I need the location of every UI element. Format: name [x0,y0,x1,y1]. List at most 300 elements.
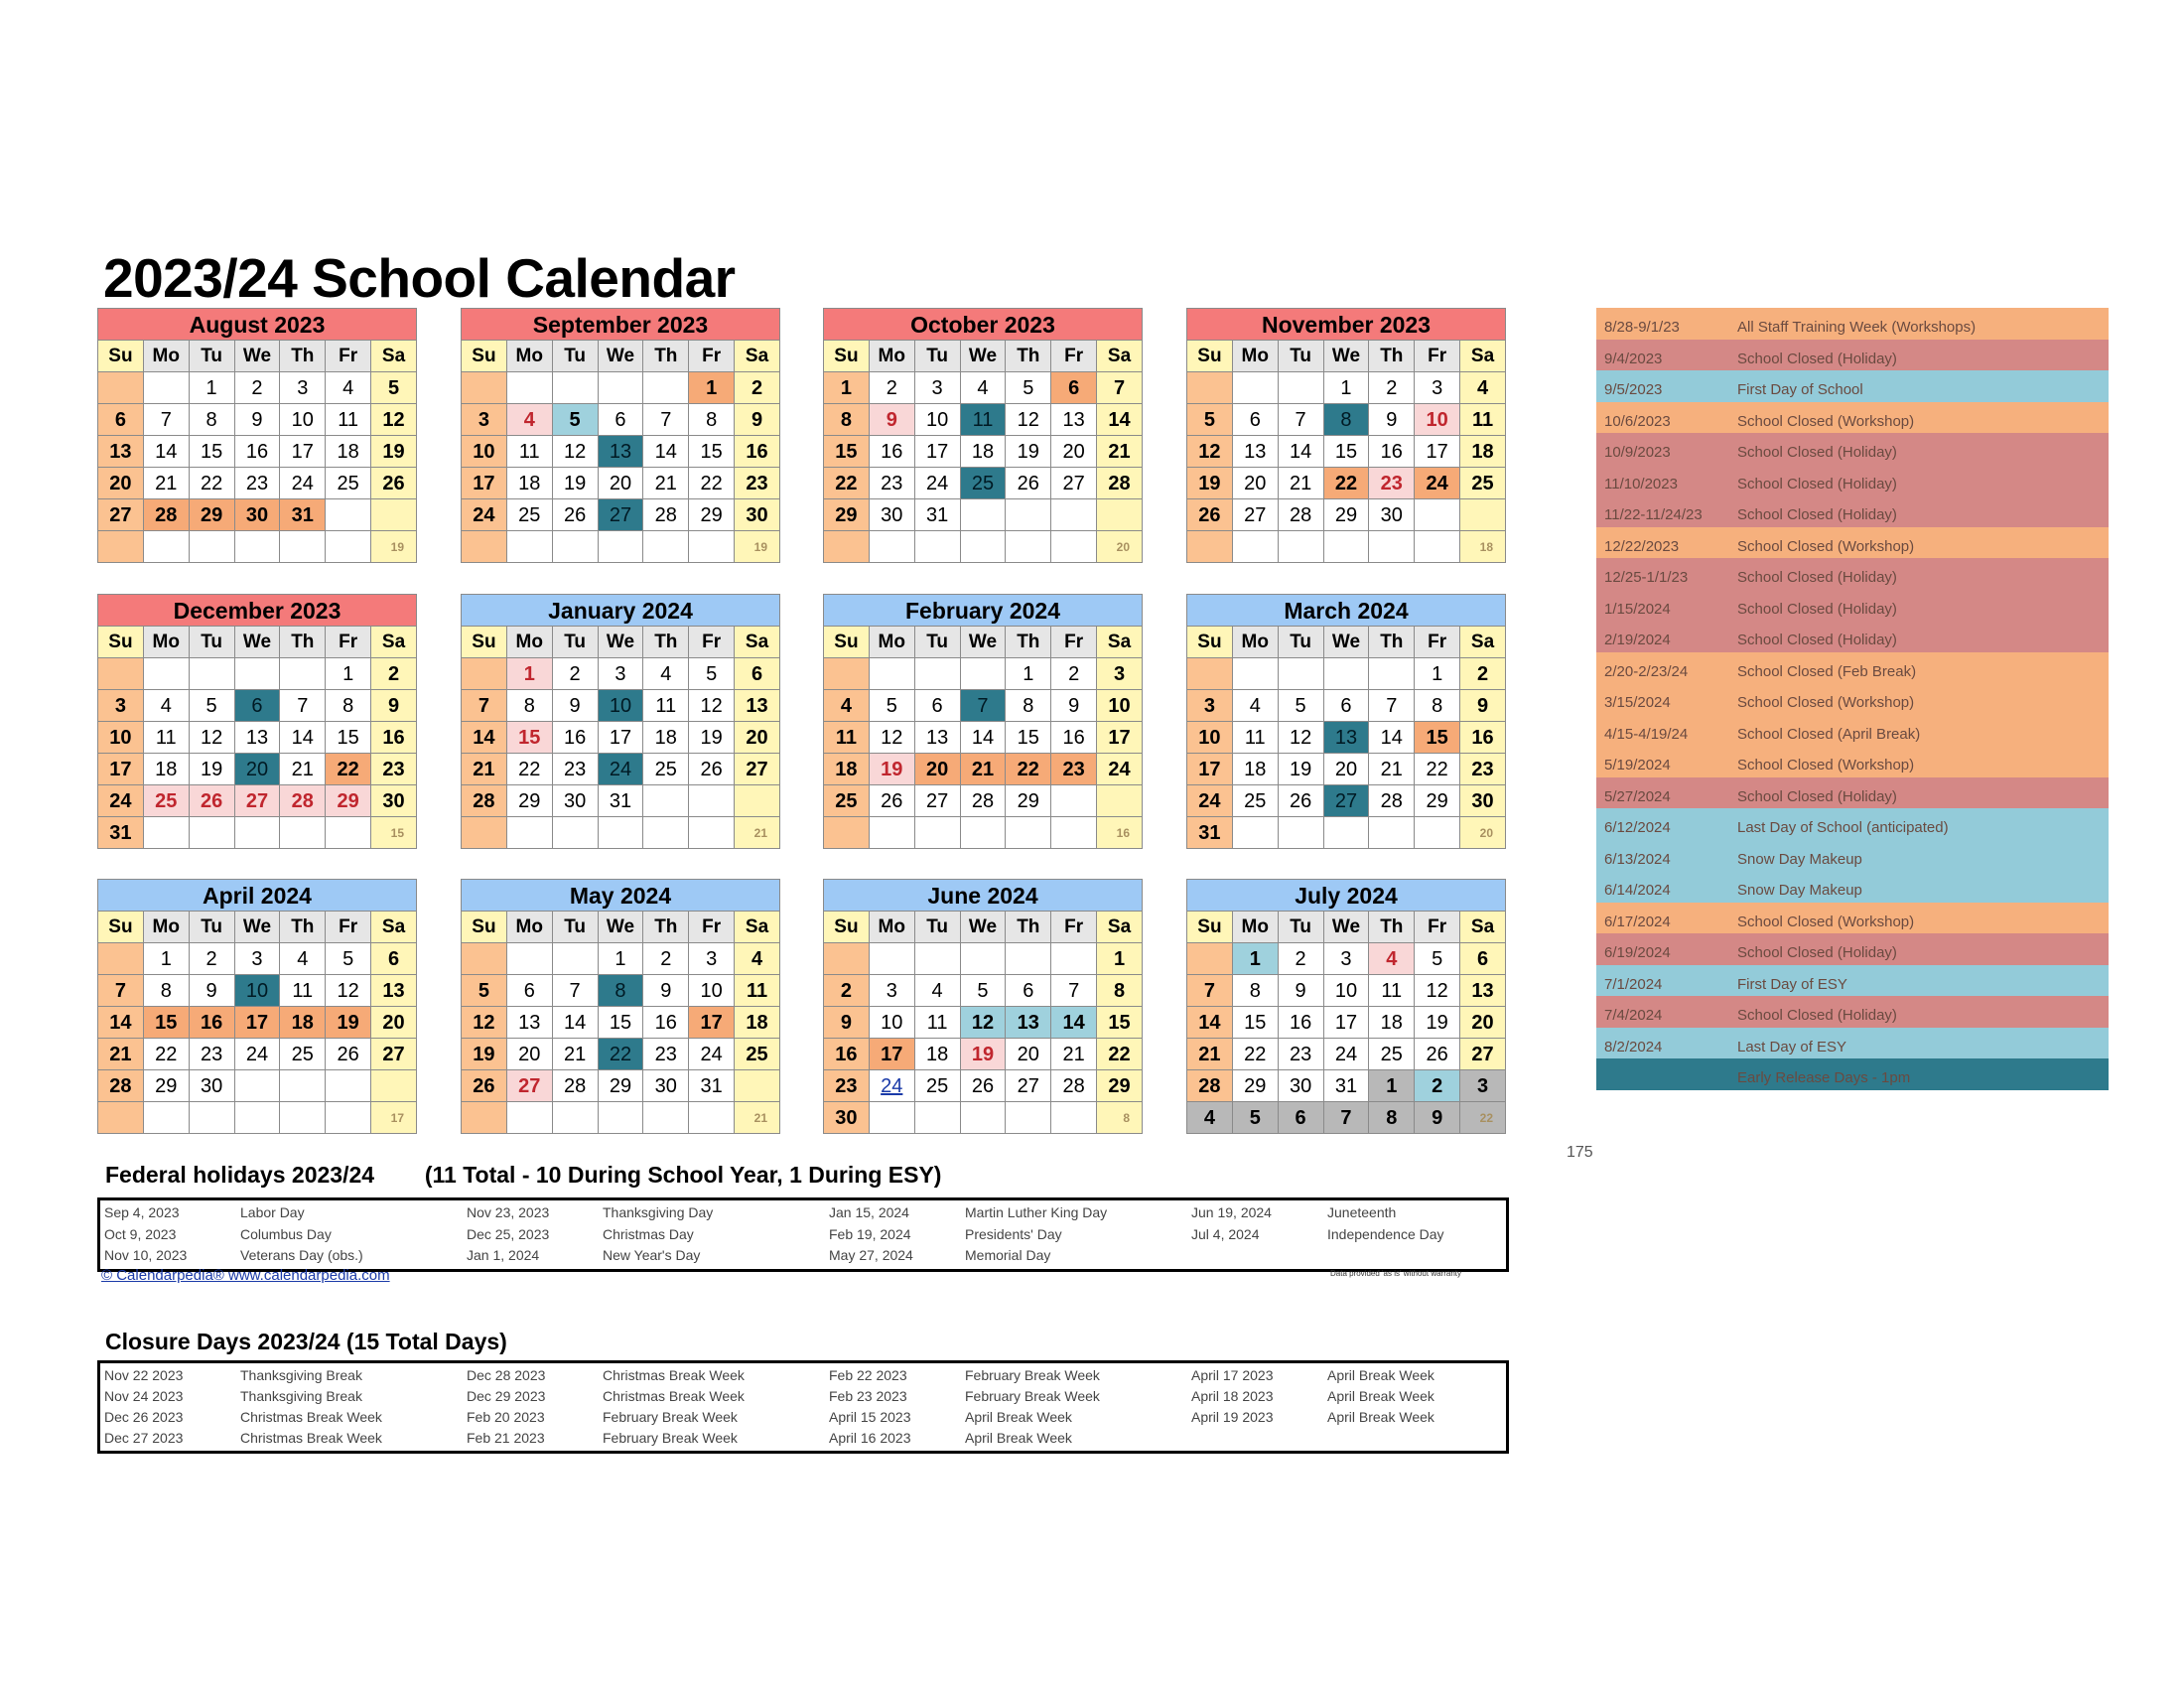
day-cell: 8 [1097,975,1143,1007]
row-label: February Break Week [965,1367,1100,1383]
day-cell: 27 [914,785,960,817]
day-cell: 29 [689,499,735,531]
month-0 [97,308,417,563]
day-cell: 13 [1006,1007,1051,1039]
federal-subtitle: (11 Total - 10 During School Year, 1 During ESY) [424,1162,942,1188]
day-cell: 28 [1187,1070,1233,1102]
empty-cell [1051,943,1097,975]
empty-cell [1097,499,1143,531]
empty-cell [143,658,189,690]
row-date: Dec 27 2023 [104,1430,184,1446]
day-cell: 10 [98,722,144,754]
day-cell: 8 [1006,690,1051,722]
day-header: Tu [1278,912,1323,943]
day-cell: 24 [689,1039,735,1070]
day-cell: 23 [189,1039,234,1070]
day-header: Mo [1232,912,1278,943]
day-cell: 1 [1097,943,1143,975]
day-cell: 11 [280,975,326,1007]
legend-text: School Closed (Holiday) [1737,600,1897,618]
day-cell: 19 [189,754,234,785]
legend-item [1596,652,2109,684]
day-cell: 15 [824,436,870,468]
month-title: May 2024 [462,880,780,912]
day-cell: 26 [552,499,598,531]
day-cell: 20 [1460,1007,1506,1039]
day-cell: 20 [1232,468,1278,499]
day-cell: 9 [1415,1102,1460,1134]
day-header: Mo [143,912,189,943]
legend-item [1596,715,2109,747]
day-cell: 21 [1187,1039,1233,1070]
empty-cell [1187,658,1233,690]
day-cell: 21 [960,754,1006,785]
empty-cell [462,372,507,404]
legend-item [1596,840,2109,872]
row-label: Veterans Day (obs.) [240,1247,363,1263]
day-cell: 12 [1187,436,1233,468]
empty-cell [598,1102,643,1134]
day-cell: 17 [462,468,507,499]
legend-text: School Closed (Holiday) [1737,444,1897,461]
day-cell: 18 [280,1007,326,1039]
day-cell: 16 [1278,1007,1323,1039]
day-cell: 6 [371,943,417,975]
day-cell: 31 [1187,817,1233,849]
empty-cell [735,1070,780,1102]
day-cell: 26 [1006,468,1051,499]
day-header: We [960,627,1006,658]
legend-item [1596,465,2109,496]
empty-cell [506,531,552,563]
legend-text: School Closed (Workshop) [1737,913,1915,930]
row-label: April Break Week [1327,1409,1434,1425]
federal-holidays-table [97,1197,1509,1272]
day-cell: 3 [598,658,643,690]
row-date: Feb 21 2023 [467,1430,545,1446]
day-header: We [598,912,643,943]
empty-cell [1323,658,1369,690]
month-10 [823,879,1143,1134]
day-cell: 7 [960,690,1006,722]
week-count: 8 [1097,1102,1143,1134]
day-header: Th [1369,912,1415,943]
day-cell: 30 [189,1070,234,1102]
day-cell: 18 [824,754,870,785]
day-cell: 12 [462,1007,507,1039]
week-count: 18 [1460,531,1506,563]
row-label: Christmas Day [603,1225,694,1242]
table-row [100,1407,1506,1428]
day-cell: 6 [234,690,280,722]
day-cell: 28 [280,785,326,817]
empty-cell [1460,499,1506,531]
day-cell: 28 [1278,499,1323,531]
week-count: 22 [1460,1102,1506,1134]
day-header: Tu [189,912,234,943]
legend-text: School Closed (Feb Break) [1737,662,1917,680]
day-cell: 29 [824,499,870,531]
day-cell: 7 [280,690,326,722]
legend-date: 2/19/2024 [1604,632,1671,648]
day-cell: 1 [326,658,371,690]
row-date: April 16 2023 [829,1430,911,1446]
day-cell: 1 [824,372,870,404]
row-date: April 15 2023 [829,1409,911,1425]
day-cell: 4 [914,975,960,1007]
day-header: Su [824,627,870,658]
day-cell: 29 [598,1070,643,1102]
empty-cell [326,1102,371,1134]
legend-item [1596,746,2109,777]
day-cell: 23 [735,468,780,499]
day-cell: 3 [280,372,326,404]
legend-item [1596,808,2109,840]
day-cell: 17 [1323,1007,1369,1039]
day-cell: 13 [98,436,144,468]
legend-date: 3/15/2024 [1604,694,1671,711]
legend-date: 6/19/2024 [1604,944,1671,961]
table-row [100,1224,1506,1246]
legend-date: 10/9/2023 [1604,444,1671,461]
empty-cell [143,372,189,404]
row-date: Dec 29 2023 [467,1388,546,1404]
empty-cell [1051,499,1097,531]
legend-text: School Closed (Holiday) [1737,944,1897,961]
empty-cell [1369,658,1415,690]
day-header: Mo [1232,341,1278,372]
legend-item [1596,621,2109,652]
empty-cell [643,531,689,563]
day-cell: 16 [869,436,914,468]
day-header: Tu [189,341,234,372]
row-date: April 17 2023 [1191,1367,1274,1383]
legend-text: School Closed (Holiday) [1737,787,1897,805]
day-cell: 19 [689,722,735,754]
day-cell: 8 [1232,975,1278,1007]
month-title: September 2023 [462,309,780,341]
day-cell: 4 [1369,943,1415,975]
empty-cell [1278,817,1323,849]
empty-cell [326,531,371,563]
empty-cell [1051,1102,1097,1134]
day-cell: 3 [1187,690,1233,722]
empty-cell [869,1102,914,1134]
day-cell: 31 [280,499,326,531]
day-cell: 18 [1232,754,1278,785]
day-cell: 11 [143,722,189,754]
day-header: Fr [1051,627,1097,658]
day-cell: 14 [643,436,689,468]
calendarpedia-link[interactable]: © Calendarpedia® www.calendarpedia.com [101,1267,390,1284]
empty-cell [643,785,689,817]
legend-item [1596,308,2109,340]
day-header: Sa [1097,627,1143,658]
row-label: Independence Day [1327,1225,1444,1242]
empty-cell [960,531,1006,563]
day-cell: 14 [98,1007,144,1039]
day-cell: 18 [643,722,689,754]
day-cell: 9 [189,975,234,1007]
day-cell: 21 [552,1039,598,1070]
day-cell: 30 [234,499,280,531]
legend-date: 6/13/2024 [1604,850,1671,868]
day-cell: 26 [1415,1039,1460,1070]
row-label: Presidents' Day [965,1225,1062,1242]
day-cell: 18 [506,468,552,499]
day-cell: 2 [234,372,280,404]
row-label: April Break Week [965,1430,1072,1446]
day-cell: 30 [1369,499,1415,531]
row-date: April 19 2023 [1191,1409,1274,1425]
day-cell: 18 [960,436,1006,468]
day-cell: 26 [326,1039,371,1070]
day-cell: 17 [914,436,960,468]
month-title: October 2023 [824,309,1143,341]
day-header: Su [1187,341,1233,372]
legend-text: School Closed (Holiday) [1737,350,1897,367]
day-cell: 5 [689,658,735,690]
row-date: Jan 15, 2024 [829,1204,909,1220]
day-cell: 26 [371,468,417,499]
row-date: Nov 10, 2023 [104,1247,188,1263]
row-label: Thanksgiving Break [240,1367,362,1383]
day-cell: 9 [735,404,780,436]
day-cell: 14 [143,436,189,468]
empty-cell [914,817,960,849]
empty-cell [1278,658,1323,690]
day-cell: 11 [960,404,1006,436]
empty-cell [1278,531,1323,563]
day-cell: 28 [1097,468,1143,499]
empty-cell [598,817,643,849]
day-cell: 13 [1323,722,1369,754]
day-cell: 25 [326,468,371,499]
day-cell: 22 [1006,754,1051,785]
row-label: Thanksgiving Day [603,1204,714,1220]
empty-cell [643,1102,689,1134]
day-cell: 24 [1323,1039,1369,1070]
day-cell: 6 [506,975,552,1007]
day-cell: 28 [1051,1070,1097,1102]
empty-cell [960,499,1006,531]
empty-cell [1051,785,1097,817]
empty-cell [1187,531,1233,563]
empty-cell [98,531,144,563]
day-cell: 21 [462,754,507,785]
day-cell: 24 [462,499,507,531]
empty-cell [280,1102,326,1134]
day-cell: 22 [1232,1039,1278,1070]
legend-date: 4/15-4/19/24 [1604,725,1689,743]
day-header: Sa [1460,627,1506,658]
table-row [100,1386,1506,1407]
day-cell: 6 [598,404,643,436]
day-cell: 15 [689,436,735,468]
day-cell: 2 [824,975,870,1007]
day-header: Fr [689,341,735,372]
empty-cell [462,531,507,563]
day-cell: 5 [371,372,417,404]
empty-cell [462,658,507,690]
day-header: Tu [914,912,960,943]
day-cell: 9 [1051,690,1097,722]
day-header: Su [462,627,507,658]
day-cell: 15 [1323,436,1369,468]
day-cell: 15 [143,1007,189,1039]
day-cell: 23 [1051,754,1097,785]
day-cell: 11 [326,404,371,436]
month-11 [1186,879,1506,1134]
day-cell: 22 [689,468,735,499]
legend-date: 6/14/2024 [1604,882,1671,899]
day-cell: 4 [1187,1102,1233,1134]
legend-item [1596,933,2109,965]
row-label: February Break Week [965,1388,1100,1404]
empty-cell [1187,943,1233,975]
day-cell: 16 [1460,722,1506,754]
legend-date: 6/17/2024 [1604,913,1671,930]
day-header: We [1323,912,1369,943]
month-9 [461,879,780,1134]
row-date: Feb 22 2023 [829,1367,907,1383]
row-label: Christmas Break Week [240,1430,382,1446]
empty-cell [1369,531,1415,563]
empty-cell [371,1070,417,1102]
legend-date: 12/22/2023 [1604,537,1680,555]
month-title: March 2024 [1187,595,1506,627]
day-cell: 27 [506,1070,552,1102]
legend-item [1596,683,2109,715]
day-cell: 16 [371,722,417,754]
day-cell: 12 [552,436,598,468]
day-cell: 14 [280,722,326,754]
day-cell: 8 [506,690,552,722]
week-count: 17 [371,1102,417,1134]
day-cell: 20 [1051,436,1097,468]
day-cell: 2 [1460,658,1506,690]
day-cell: 22 [143,1039,189,1070]
day-cell: 8 [143,975,189,1007]
day-cell: 8 [689,404,735,436]
day-cell: 17 [234,1007,280,1039]
day-cell: 22 [824,468,870,499]
empty-cell [960,817,1006,849]
empty-cell [506,817,552,849]
row-label: April Break Week [965,1409,1072,1425]
day-cell: 13 [1460,975,1506,1007]
day-cell: 20 [371,1007,417,1039]
week-count: 16 [1097,817,1143,849]
day-cell: 30 [552,785,598,817]
legend-text: Snow Day Makeup [1737,882,1862,899]
month-title: December 2023 [98,595,417,627]
day-header: Mo [869,912,914,943]
day-header: Fr [1051,341,1097,372]
day-cell: 27 [1460,1039,1506,1070]
day-cell: 7 [552,975,598,1007]
day-header: Sa [735,627,780,658]
day-header: Tu [552,627,598,658]
day-cell: 20 [506,1039,552,1070]
empty-cell [960,658,1006,690]
legend-text: School Closed (Holiday) [1737,1007,1897,1024]
empty-cell [1097,785,1143,817]
day-cell: 15 [1232,1007,1278,1039]
day-cell: 27 [1232,499,1278,531]
day-cell: 4 [506,404,552,436]
day-cell: 9 [234,404,280,436]
day-cell: 21 [1369,754,1415,785]
empty-cell [869,943,914,975]
row-date: Jul 4, 2024 [1191,1225,1260,1242]
day-cell: 6 [1460,943,1506,975]
day-cell: 1 [506,658,552,690]
empty-cell [914,658,960,690]
day-cell: 15 [506,722,552,754]
day-cell: 19 [1415,1007,1460,1039]
empty-cell [552,1102,598,1134]
day-cell: 17 [1097,722,1143,754]
day-cell: 20 [234,754,280,785]
empty-cell [1415,817,1460,849]
day-cell: 10 [914,404,960,436]
day-cell: 23 [371,754,417,785]
empty-cell [1232,531,1278,563]
day-cell: 7 [143,404,189,436]
empty-cell [643,372,689,404]
day-cell: 10 [689,975,735,1007]
empty-cell [689,531,735,563]
row-label: Columbus Day [240,1225,332,1242]
legend-text: School Closed (Holiday) [1737,475,1897,492]
day-cell: 30 [735,499,780,531]
day-cell: 2 [189,943,234,975]
day-cell: 21 [143,468,189,499]
day-cell: 6 [1051,372,1097,404]
day-cell: 12 [371,404,417,436]
legend-item [1596,996,2109,1028]
day-header: Sa [371,627,417,658]
day-cell: 16 [1369,436,1415,468]
day-cell: 1 [1232,943,1278,975]
day-cell: 31 [98,817,144,849]
day-cell: 18 [1460,436,1506,468]
legend-item [1596,965,2109,997]
day-header: We [598,341,643,372]
day-cell: 4 [143,690,189,722]
day-cell: 9 [1278,975,1323,1007]
row-label: Martin Luther King Day [965,1204,1108,1220]
month-2 [823,308,1143,563]
row-date: Dec 28 2023 [467,1367,546,1383]
empty-cell [371,499,417,531]
row-date: Nov 22 2023 [104,1367,184,1383]
day-cell: 10 [1323,975,1369,1007]
day-cell: 7 [98,975,144,1007]
legend-date: 2/20-2/23/24 [1604,662,1689,680]
day-cell: 19 [960,1039,1006,1070]
row-date: Sep 4, 2023 [104,1204,180,1220]
day-cell: 17 [98,754,144,785]
day-cell: 7 [1051,975,1097,1007]
day-header: Sa [1097,341,1143,372]
legend-date: 9/4/2023 [1604,350,1663,367]
day-header: Sa [1460,912,1506,943]
day-cell: 25 [143,785,189,817]
day-cell: 20 [914,754,960,785]
legend-text: First Day of School [1737,381,1863,398]
